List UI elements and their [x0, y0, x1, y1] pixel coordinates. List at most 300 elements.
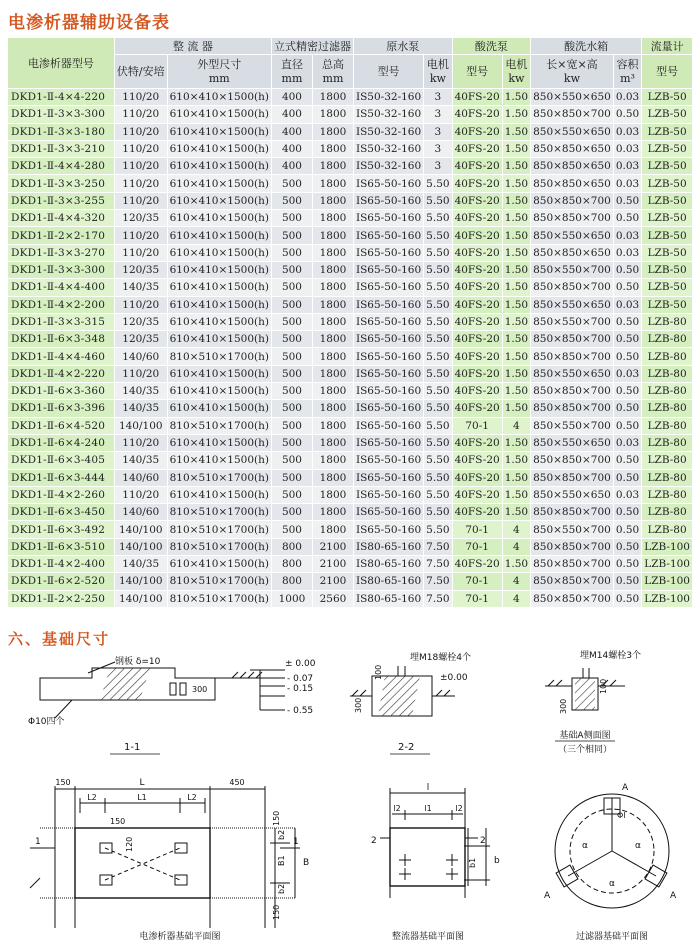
table-cell: 110/20 [114, 140, 167, 157]
label-alpha3: α [609, 879, 615, 889]
table-cell: IS65-50-160 [353, 521, 423, 538]
table-row [8, 486, 693, 503]
table-cell: 140/60 [114, 348, 167, 365]
table-cell: 850×550×650 [531, 123, 614, 140]
table-cell: 0.50 [613, 521, 641, 538]
table-row [8, 590, 693, 607]
header-acidpump-motor: 电机 kw [502, 55, 530, 89]
table-cell: 850×850×650 [531, 158, 614, 175]
header-acidpump-model: 型号 [452, 55, 502, 89]
table-cell: 5.50 [424, 400, 452, 417]
table-cell: 40FS-20 [452, 261, 502, 278]
table-cell: 70-1 [452, 590, 502, 607]
table-cell: 4 [502, 538, 530, 555]
table-row [8, 140, 693, 157]
table-cell: 400 [271, 89, 312, 106]
table-cell: DKD1-Ⅱ-2×2-170 [8, 227, 115, 244]
table-cell: 850×850×650 [531, 244, 614, 261]
table-cell: 610×410×1500(h) [167, 434, 271, 451]
table-cell: 110/20 [114, 175, 167, 192]
table-cell: 0.03 [613, 227, 641, 244]
table-cell: LZB-50 [642, 89, 693, 106]
table-cell: 40FS-20 [452, 434, 502, 451]
table-cell: 500 [271, 400, 312, 417]
table-cell: 500 [271, 348, 312, 365]
table-cell: 1.50 [502, 313, 530, 330]
table-cell: 0.03 [613, 175, 641, 192]
table-cell: 110/20 [114, 227, 167, 244]
table-cell: 0.50 [613, 261, 641, 278]
table-cell: 70-1 [452, 417, 502, 434]
table-cell: 610×410×1500(h) [167, 158, 271, 175]
table-row [8, 331, 693, 348]
table-cell: 610×410×1500(h) [167, 140, 271, 157]
table-cell: 810×510×1700(h) [167, 348, 271, 365]
table-cell: 1.50 [502, 469, 530, 486]
table-cell: 850×850×700 [531, 383, 614, 400]
table-cell: 0.50 [613, 192, 641, 209]
table-cell: 850×850×650 [531, 175, 614, 192]
table-cell: 800 [271, 538, 312, 555]
table-cell: 1800 [312, 348, 353, 365]
table-cell: LZB-50 [642, 261, 693, 278]
table-cell: 850×850×700 [531, 106, 614, 123]
table-cell: 850×550×650 [531, 365, 614, 382]
table-cell: 850×850×650 [531, 140, 614, 157]
table-cell: LZB-50 [642, 175, 693, 192]
table-cell: 3 [424, 140, 452, 157]
table-cell: 40FS-20 [452, 244, 502, 261]
table-row [8, 573, 693, 590]
table-cell: IS50-32-160 [353, 158, 423, 175]
table-cell: 0.50 [613, 106, 641, 123]
table-cell: 4 [502, 590, 530, 607]
table-cell: 850×850×700 [531, 279, 614, 296]
label-sec-mark-2b: 2 [480, 836, 486, 846]
table-cell: 1.50 [502, 486, 530, 503]
table-cell: 140/100 [114, 538, 167, 555]
table-cell: 70-1 [452, 573, 502, 590]
table-cell: 1.50 [502, 140, 530, 157]
table-cell: 1.50 [502, 400, 530, 417]
table-cell: 1.50 [502, 158, 530, 175]
table-cell: 1800 [312, 434, 353, 451]
table-cell: 500 [271, 261, 312, 278]
table-cell: 3 [424, 106, 452, 123]
table-cell: 1800 [312, 417, 353, 434]
table-cell: 1.50 [502, 452, 530, 469]
table-cell: 610×410×1500(h) [167, 296, 271, 313]
table-cell: 810×510×1700(h) [167, 504, 271, 521]
table-cell: 1800 [312, 279, 353, 296]
table-cell: 610×410×1500(h) [167, 244, 271, 261]
table-cell: 1.50 [502, 244, 530, 261]
table-row [8, 192, 693, 209]
table-cell: 610×410×1500(h) [167, 227, 271, 244]
table-cell: 610×410×1500(h) [167, 556, 271, 573]
table-row [8, 538, 693, 555]
table-cell: 40FS-20 [452, 383, 502, 400]
section-title: 六、基础尺寸 [8, 630, 111, 648]
table-cell: 40FS-20 [452, 227, 502, 244]
header-rect-volt: 伏特/安培 [114, 55, 167, 89]
table-cell: 70-1 [452, 521, 502, 538]
table-cell: 4 [502, 521, 530, 538]
table-cell: 110/20 [114, 106, 167, 123]
table-cell: 140/60 [114, 469, 167, 486]
table-cell: 1800 [312, 313, 353, 330]
table-cell: DKD1-Ⅱ-4×4-220 [8, 89, 115, 106]
table-cell: 7.50 [424, 573, 452, 590]
table-cell: 3 [424, 158, 452, 175]
plan-filter [555, 794, 669, 908]
table-cell: 400 [271, 140, 312, 157]
table-cell: 850×850×700 [531, 504, 614, 521]
label-dim-bs: b [494, 856, 500, 866]
header-flow-model: 型号 [642, 55, 693, 89]
table-cell: DKD1-Ⅱ-4×2-260 [8, 486, 115, 503]
table-cell: IS65-50-160 [353, 261, 423, 278]
table-cell: LZB-80 [642, 504, 693, 521]
table-cell: 110/20 [114, 123, 167, 140]
table-cell: 40FS-20 [452, 89, 502, 106]
table-cell: IS65-50-160 [353, 434, 423, 451]
table-cell: 5.50 [424, 244, 452, 261]
label-rebar: Φ10四个 [28, 717, 65, 727]
table-cell: 1.50 [502, 210, 530, 227]
table-cell: LZB-50 [642, 296, 693, 313]
label-dim-300: 300 [192, 685, 208, 694]
label-section-2-2: 2-2 [398, 742, 415, 753]
table-cell: 1800 [312, 365, 353, 382]
label-dim-b2b: b2 [277, 883, 286, 894]
label-dim-300c: 300 [559, 698, 568, 714]
table-cell: DKD1-Ⅱ-3×3-210 [8, 140, 115, 157]
table-cell: 110/20 [114, 244, 167, 261]
table-cell: DKD1-Ⅱ-3×3-255 [8, 192, 115, 209]
label-dim-l1: l1 [424, 804, 432, 813]
table-cell: 1800 [312, 106, 353, 123]
table-cell: DKD1-Ⅱ-6×3-492 [8, 521, 115, 538]
table-cell: 1.50 [502, 106, 530, 123]
table-cell: 850×550×700 [531, 417, 614, 434]
table-row [8, 452, 693, 469]
table-cell: 5.50 [424, 296, 452, 313]
table-cell: IS65-50-160 [353, 400, 423, 417]
table-cell: 1.50 [502, 556, 530, 573]
table-cell: 850×850×700 [531, 556, 614, 573]
table-cell: DKD1-Ⅱ-6×3-405 [8, 452, 115, 469]
table-cell: 1800 [312, 261, 353, 278]
table-cell: 500 [271, 417, 312, 434]
table-cell: 0.50 [613, 469, 641, 486]
label-bolt-m14: 埋M14螺栓3个 [580, 651, 641, 661]
section-1-1 [40, 662, 285, 718]
header-rawpump-model: 型号 [353, 55, 423, 89]
table-cell: 40FS-20 [452, 123, 502, 140]
table-cell: 850×850×700 [531, 469, 614, 486]
label-phi-l: Φl [617, 811, 626, 820]
table-row [8, 417, 693, 434]
table-cell: 1800 [312, 158, 353, 175]
table-cell: 500 [271, 469, 312, 486]
table-cell: DKD1-Ⅱ-3×3-180 [8, 123, 115, 140]
table-cell: 0.03 [613, 89, 641, 106]
table-cell: 0.50 [613, 400, 641, 417]
table-cell: 1.50 [502, 383, 530, 400]
table-cell: 610×410×1500(h) [167, 89, 271, 106]
table-cell: 850×850×700 [531, 590, 614, 607]
table-row [8, 383, 693, 400]
table-cell: IS80-65-160 [353, 573, 423, 590]
table-cell: 5.50 [424, 331, 452, 348]
table-cell: 1.50 [502, 279, 530, 296]
table-cell: 810×510×1700(h) [167, 521, 271, 538]
table-cell: 1800 [312, 296, 353, 313]
table-cell: 850×550×650 [531, 296, 614, 313]
label-dim-L1: L1 [137, 793, 147, 802]
table-cell: 500 [271, 244, 312, 261]
label-foundation-a: 基础A侧面图 [559, 731, 611, 741]
table-row [8, 210, 693, 227]
table-cell: 40FS-20 [452, 556, 502, 573]
table-body [8, 89, 693, 608]
table-cell: 500 [271, 504, 312, 521]
table-cell: DKD1-Ⅱ-2×2-250 [8, 590, 115, 607]
table-cell: 4 [502, 417, 530, 434]
table-cell: 40FS-20 [452, 469, 502, 486]
table-row [8, 89, 693, 106]
table-cell: 0.50 [613, 313, 641, 330]
table-cell: 40FS-20 [452, 400, 502, 417]
label-sec-mark-2: 2 [371, 836, 377, 846]
table-cell: 140/100 [114, 521, 167, 538]
table-cell: 500 [271, 175, 312, 192]
label-elev-055: - 0.55 [287, 706, 314, 716]
table-row [8, 313, 693, 330]
table-cell: LZB-80 [642, 521, 693, 538]
table-cell: 610×410×1500(h) [167, 279, 271, 296]
table-cell: 0.03 [613, 434, 641, 451]
label-dim-150c: 150 [272, 810, 281, 826]
table-cell: 0.03 [613, 140, 641, 157]
table-cell: 0.50 [613, 417, 641, 434]
table-cell: 0.50 [613, 556, 641, 573]
table-cell: 1.50 [502, 89, 530, 106]
table-cell: 110/20 [114, 296, 167, 313]
table-cell: 5.50 [424, 504, 452, 521]
table-cell: 0.50 [613, 452, 641, 469]
table-cell: 1.50 [502, 175, 530, 192]
table-cell: 1800 [312, 469, 353, 486]
table-cell: 2100 [312, 556, 353, 573]
table-cell: DKD1-Ⅱ-4×4-280 [8, 158, 115, 175]
table-cell: DKD1-Ⅱ-3×3-300 [8, 261, 115, 278]
table-cell: 5.50 [424, 210, 452, 227]
table-cell: 140/35 [114, 452, 167, 469]
table-cell: 2100 [312, 573, 353, 590]
table-cell: IS65-50-160 [353, 279, 423, 296]
table-cell: 0.50 [613, 538, 641, 555]
table-cell: 850×850×700 [531, 573, 614, 590]
table-cell: 0.50 [613, 573, 641, 590]
table-cell: 610×410×1500(h) [167, 106, 271, 123]
table-row [8, 296, 693, 313]
table-cell: 500 [271, 210, 312, 227]
table-cell: 120/35 [114, 331, 167, 348]
table-cell: 1800 [312, 140, 353, 157]
table-cell: DKD1-Ⅱ-4×2-220 [8, 365, 115, 382]
header-rawpump: 原水泵 [353, 38, 452, 55]
label-steel-plate: 钢板 δ=10 [115, 657, 161, 667]
table-cell: 5.50 [424, 365, 452, 382]
table-cell: IS65-50-160 [353, 227, 423, 244]
table-cell: 5.50 [424, 192, 452, 209]
table-cell: 0.03 [613, 365, 641, 382]
table-cell: 1800 [312, 331, 353, 348]
table-cell: 1800 [312, 89, 353, 106]
label-elev-0b: ±0.00 [440, 673, 468, 683]
label-foundation-a-sub: （三个相同） [557, 745, 613, 755]
table-cell: 4 [502, 573, 530, 590]
table-cell: 40FS-20 [452, 158, 502, 175]
table-cell: 610×410×1500(h) [167, 261, 271, 278]
table-cell: 810×510×1700(h) [167, 469, 271, 486]
table-cell: IS65-50-160 [353, 210, 423, 227]
table-cell: 610×410×1500(h) [167, 383, 271, 400]
table-cell: 0.50 [613, 590, 641, 607]
table-cell: 40FS-20 [452, 279, 502, 296]
table-cell: LZB-80 [642, 383, 693, 400]
table-cell: 610×410×1500(h) [167, 123, 271, 140]
table-cell: 1800 [312, 400, 353, 417]
table-cell: LZB-80 [642, 486, 693, 503]
table-cell: 810×510×1700(h) [167, 417, 271, 434]
table-row [8, 244, 693, 261]
table-row [8, 469, 693, 486]
header-rawpump-motor: 电机 kw [424, 55, 452, 89]
table-cell: LZB-100 [642, 573, 693, 590]
foundation-drawings [0, 648, 700, 943]
table-cell: 120/35 [114, 261, 167, 278]
table-cell: 5.50 [424, 486, 452, 503]
table-cell: 110/20 [114, 365, 167, 382]
table-cell: 5.50 [424, 383, 452, 400]
table-cell: 140/35 [114, 383, 167, 400]
table-cell: LZB-50 [642, 140, 693, 157]
table-cell: 5.50 [424, 469, 452, 486]
table-cell: DKD1-Ⅱ-6×3-396 [8, 400, 115, 417]
table-cell: 800 [271, 573, 312, 590]
table-cell: 500 [271, 452, 312, 469]
table-cell: 500 [271, 227, 312, 244]
table-cell: 5.50 [424, 175, 452, 192]
table-cell: 0.03 [613, 486, 641, 503]
table-cell: 1.50 [502, 123, 530, 140]
table-cell: 400 [271, 106, 312, 123]
table-cell: 1800 [312, 504, 353, 521]
table-cell: 40FS-20 [452, 192, 502, 209]
table-cell: 0.50 [613, 331, 641, 348]
table-cell: 2100 [312, 538, 353, 555]
table-row [8, 175, 693, 192]
table-cell: DKD1-Ⅱ-6×2-520 [8, 573, 115, 590]
table-cell: 850×850×700 [531, 348, 614, 365]
table-cell: 5.50 [424, 348, 452, 365]
table-cell: LZB-50 [642, 158, 693, 175]
table-cell: IS65-50-160 [353, 504, 423, 521]
table-cell: 610×410×1500(h) [167, 452, 271, 469]
table-cell: 500 [271, 313, 312, 330]
table-cell: LZB-50 [642, 106, 693, 123]
table-cell: 610×410×1500(h) [167, 175, 271, 192]
table-cell: 0.50 [613, 210, 641, 227]
label-dim-100c: 100 [599, 678, 608, 694]
table-cell: 850×850×700 [531, 192, 614, 209]
label-mark-A2: A [544, 891, 551, 901]
table-cell: 500 [271, 365, 312, 382]
table-cell: 140/100 [114, 590, 167, 607]
table-cell: 1800 [312, 521, 353, 538]
header-filter-d: 直径 mm [271, 55, 312, 89]
table-cell: 7.50 [424, 590, 452, 607]
table-cell: 500 [271, 331, 312, 348]
table-cell: IS80-65-160 [353, 590, 423, 607]
label-dim-B1: B1 [277, 855, 286, 866]
table-cell: LZB-50 [642, 210, 693, 227]
table-cell: 5.50 [424, 434, 452, 451]
table-cell: 1800 [312, 383, 353, 400]
table-cell: 850×550×650 [531, 227, 614, 244]
label-mark-A1: A [622, 783, 629, 793]
table-cell: 500 [271, 434, 312, 451]
table-cell: 40FS-20 [452, 486, 502, 503]
table-cell: IS50-32-160 [353, 106, 423, 123]
table-cell: DKD1-Ⅱ-3×3-270 [8, 244, 115, 261]
table-cell: 500 [271, 486, 312, 503]
table-cell: 0.03 [613, 123, 641, 140]
table-cell: 850×550×700 [531, 261, 614, 278]
table-cell: 1.50 [502, 261, 530, 278]
table-cell: 610×410×1500(h) [167, 210, 271, 227]
label-plan-filter: 过滤器基础平面图 [575, 932, 649, 942]
table-cell: 110/20 [114, 89, 167, 106]
table-cell: IS50-32-160 [353, 123, 423, 140]
table-cell: 5.50 [424, 417, 452, 434]
table-cell: IS65-50-160 [353, 486, 423, 503]
table-cell: 1.50 [502, 434, 530, 451]
table-cell: 5.50 [424, 261, 452, 278]
table-row [8, 158, 693, 175]
header-tank-vol: 容积 m³ [613, 55, 641, 89]
table-cell: 1800 [312, 123, 353, 140]
table-cell: 0.03 [613, 296, 641, 313]
table-cell: DKD1-Ⅱ-4×4-400 [8, 279, 115, 296]
label-elev-007: - 0.07 [287, 674, 314, 684]
table-cell: 800 [271, 556, 312, 573]
table-cell: 1800 [312, 192, 353, 209]
table-cell: 3 [424, 89, 452, 106]
table-row [8, 106, 693, 123]
table-cell: 850×550×650 [531, 89, 614, 106]
table-cell: IS65-50-160 [353, 331, 423, 348]
table-cell: 5.50 [424, 521, 452, 538]
table-cell: 3 [424, 123, 452, 140]
page-title: 电渗析器辅助设备表 [8, 13, 170, 33]
table-cell: 500 [271, 296, 312, 313]
table-cell: IS65-50-160 [353, 452, 423, 469]
table-cell: 120/35 [114, 210, 167, 227]
